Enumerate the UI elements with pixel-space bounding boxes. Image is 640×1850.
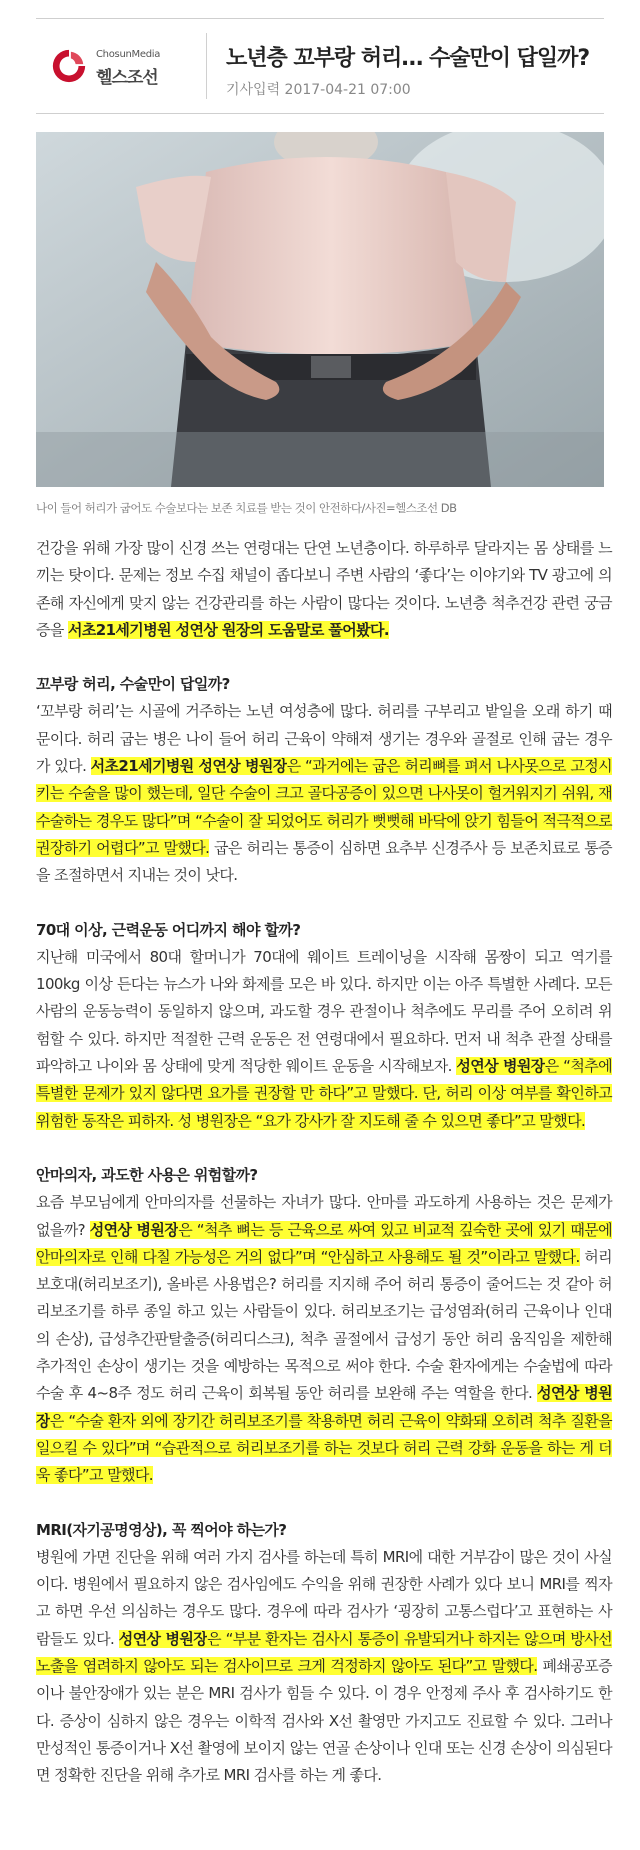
section-paragraph-surgery (36, 698, 612, 889)
article-header (36, 18, 604, 114)
section-paragraph-exercise (36, 944, 612, 1135)
chosun-logo-icon (50, 47, 88, 85)
article-photo (36, 132, 604, 487)
paragraph-text: 허리보호대(허리보조기), 올바른 사용법은? 허리를 지지해 주어 허리 통증이 줄어드는 것 같아 허리보조기를 하루 종일 하고 있는 사람들이 있다. 허리보조기는 급성염좌(허리 근육이나 인대의 손상), 급성추간판탈출증(허리디스크), 척추 골절에서 급성기 동안 허리 움직임을 제한해 추가적인 손상이 생기는 것을 예방하는 목적으로 써야 한다. 수술 환자에게는 수술법에 따라 수술 후 4~8주 정도 허리 근육이 회복될 동안 허리를 보완해 주는 역할을 한다. (36, 1247, 612, 1403)
paragraph-text: 폐쇄공포증이나 불안장애가 있는 분은 MRI 검사가 힘들 수 있다. 이 경우 안정제 주사 후 검사하기도 한다. 증상이 심하지 않은 경우는 이학적 검사와 X선 촬영만 가지고도 진료할 수 있다. 그러나 만성적인 통증이거나 X선 촬영에 보이지 않는 연골 손상이나 인대 또는 신경 손상이 의심된다면 정확한 진단을 위해 추가로 MRI 검사를 하는 게 좋다. (36, 1656, 612, 1785)
paragraph-text: 굽은 허리는 통증이 심하면 요추부 신경주사 등 보존치료로 통증을 조절하면서 지내는 것이 낫다. (36, 838, 613, 885)
article-title: 노년층 꼬부랑 허리… 수술만이 답일까? (226, 46, 590, 71)
back-pain-photo-illustration (36, 132, 604, 487)
article-date: 기사입력 2017-04-21 07:00 (226, 82, 411, 98)
quote-highlight: 은 “부분 환자는 검사시 통증이 유발되거나 하지는 않으며 방사선 노출을 염려하지 않아도 되는 검사이므로 크게 걱정하지 않아도 된다”고 말했다. (36, 1629, 612, 1675)
section-paragraph-massage-chair (36, 1189, 612, 1489)
paragraph-text: 요즘 부모님에게 안마의자를 선물하는 자녀가 많다. 안마를 과도하게 사용하는 것은 문제가 없을까? (36, 1193, 612, 1239)
quote-highlight: 은 “과거에는 굽은 허리뼈를 펴서 나사못으로 고정시키는 수술을 많이 했는데, 일단 수술이 크고 골다공증이 있으면 나사못이 헐거워지기 쉬워, 재수술하는 경우도 많다”며 “수술이 잘 되었어도 허리가 뻣뻣해 바닥에 앉기 힘들어 적극적으로 권장하기 어렵다”고 말했다. (36, 757, 612, 857)
section-paragraph-mri (36, 1544, 612, 1790)
quote-highlight: 은 “수술 환자 외에 장기간 허리보조기를 착용하면 허리 근육이 약화돼 오히려 척추 질환을 일으킬 수 있다”며 “습관적으로 허리보조기를 하는 것보다 허리 근력 강화 운동을 하는 게 더욱 좋다”고 말했다. (36, 1411, 612, 1485)
paragraph-text: 병원에 가면 진단을 위해 여러 가지 검사를 하는데 특히 MRI에 대한 거부감이 많은 것이 사실이다. 병원에서 필요하지 않은 검사임에도 수익을 위해 권장한 사례가 있다 보니 MRI를 찍자고 하면 우선 의심하는 경우도 많다. 경우에 따라 검사가 ‘굉장히 고통스럽다’고 표현하는 사람들도 있다. (36, 1547, 612, 1648)
quote-highlight: 은 “척추 뼈는 등 근육으로 싸여 있고 비교적 깊숙한 곳에 있기 때문에 안마의자로 인해 다칠 가능성은 거의 없다”며 “안심하고 사용해도 될 것”이라고 말했다. (36, 1220, 612, 1266)
section-heading-surgery: 꼬부랑 허리, 수술만이 답일까? (36, 675, 230, 694)
doctor-name-highlight: 성연상 병원장 (456, 1057, 545, 1076)
doctor-name-highlight: 성연상 병원장 (118, 1629, 208, 1648)
section-heading-massage-chair: 안마의자, 과도한 사용은 위험할까? (36, 1165, 258, 1184)
intro-paragraph (36, 535, 612, 644)
logo-english-text: ChosunMedia (96, 49, 161, 60)
section-heading-exercise: 70대 이상, 근력운동 어디까지 해야 할까? (36, 920, 301, 939)
health-chosun-logo[interactable] (50, 45, 190, 89)
article-body (36, 535, 612, 1789)
section-heading-mri: MRI(자기공명영상), 꼭 찍어야 하는가? (36, 1520, 287, 1539)
doctor-name-highlight: 서초21세기병원 성연상 병원장 (90, 757, 287, 776)
doctor-name-highlight: 성연상 병원장 (89, 1220, 179, 1239)
header-divider (206, 33, 207, 99)
paragraph-text: ‘꼬부랑 허리’는 시골에 거주하는 노년 여성층에 많다. 허리를 구부리고 밭일을 오래 하기 때문이다. 허리 굽는 병은 나이 들어 허리 근육이 약해져 생기는 경우와 골절로 인해 굽는 경우가 있다. (36, 702, 612, 776)
logo-korean-text: 헬스조선 (96, 68, 158, 88)
paragraph-text: 지난해 미국에서 80대 할머니가 70대에 웨이트 트레이닝을 시작해 몸짱이 되고 역기를 100kg 이상 든다는 뉴스가 나와 화제를 모은 바 있다. 하지만 이는 아주 특별한 사례다. 모든 사람의 운동능력이 동일하지 않으며, 과도할 경우 관절이나 척추에도 무리를 주어 오히려 위험할 수 있다. 하지만 적절한 근력 운동은 전 연령대에서 필요하다. 먼저 내 척추 관절 상태를 파악하고 나이와 몸 상태에 맞게 적당한 웨이트 운동을 시작해보자. (36, 947, 612, 1076)
intro-text: 건강을 위해 가장 많이 신경 쓰는 연령대는 단연 노년층이다. 하루하루 달라지는 몸 상태를 느끼는 탓이다. 문제는 정보 수집 채널이 좁다보니 주변 사람의 ‘좋다’는 이야기와 TV 광고에 의존해 자신에게 맞지 않는 건강관리를 하는 사람이 많다는 것이다. 노년층 척추건강 관련 궁금증을 (36, 539, 612, 639)
quote-highlight: 은 “척추에 특별한 문제가 있지 않다면 요가를 권장할 만 하다”고 말했다. 단, 허리 이상 여부를 확인하고 위험한 동작은 피하자. 성 병원장은 “요가 강사가 잘 지도해 줄 수 있으면 좋다”고 말했다. (36, 1057, 613, 1130)
intro-highlight: 서초21세기병원 성연상 원장의 도움말로 풀어봤다. (67, 620, 390, 639)
doctor-name-highlight: 성연상 병원장 (36, 1384, 612, 1430)
photo-caption: 나이 들어 허리가 굽어도 수술보다는 보존 치료를 받는 것이 안전하다/사진=헬스조선 DB (36, 501, 457, 515)
